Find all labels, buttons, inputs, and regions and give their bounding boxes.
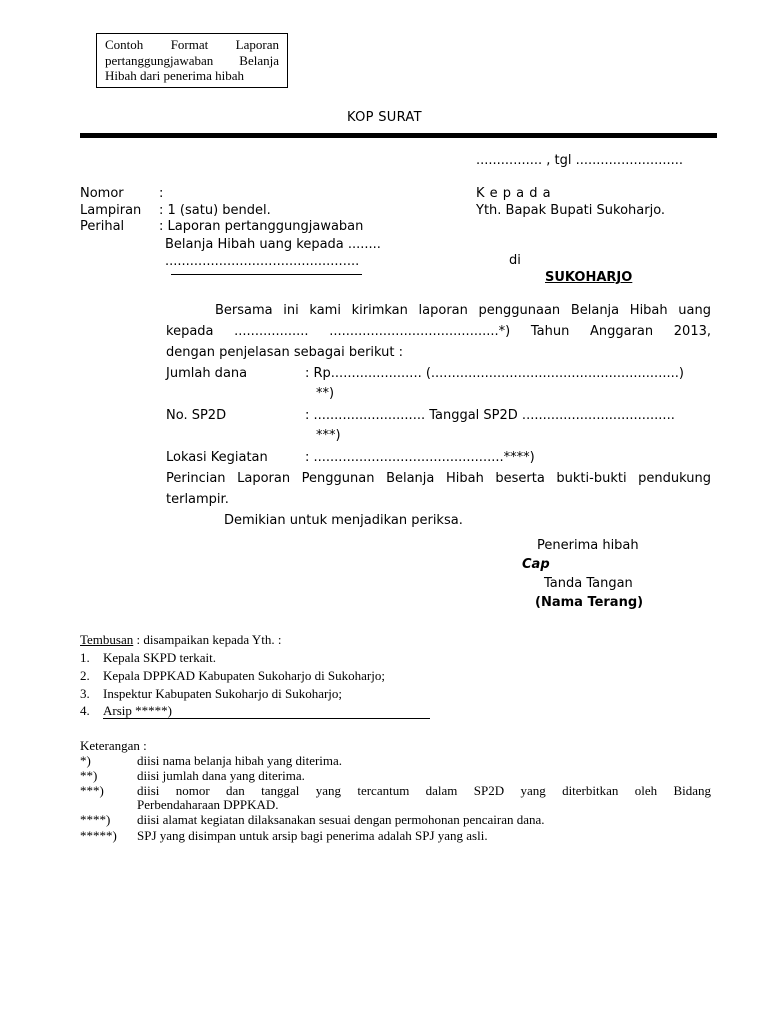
signature-role: Penerima hibah [537, 538, 639, 553]
lampiran-label: Lampiran [80, 203, 142, 218]
keterangan-mark-4: ****) [80, 812, 111, 827]
keterangan-text-1: diisi nama belanja hibah yang diterima. [137, 753, 343, 768]
tembusan-item-2: Kepala DPPKAD Kabupaten Sukoharjo di Sukoharjo; [103, 668, 385, 683]
recipient-yth: Yth. Bapak Bupati Sukoharjo. [476, 203, 666, 218]
tembusan-item-3: Inspektur Kabupaten Sukoharjo di Sukoharjo; [103, 686, 343, 701]
perihal-label: Perihal [80, 219, 125, 234]
nomor-value: : [159, 186, 164, 201]
keterangan-text-3: diisi nomor dan tanggal yang tercantum dalam SP2D yang diterbitkan oleh Bidang [137, 783, 711, 798]
tembusan-heading [80, 632, 282, 648]
tembusan-num-2: 2. [80, 668, 90, 683]
jumlah-value: : Rp...................... (............................................................) [305, 366, 684, 381]
perincian-line-2: terlampir. [166, 492, 229, 507]
tembusan-item-4: Arsip *****) [103, 703, 172, 718]
letterhead-rule [80, 133, 717, 138]
tembusan-underline [103, 718, 430, 719]
recipient-city: SUKOHARJO [545, 270, 633, 285]
tembusan-intro: : disampaikan kepada Yth. : [133, 632, 282, 647]
para1-line-2: kepada .................. .........................................*) Tahun Anggaran 2013, [166, 324, 711, 339]
jumlah-label: Jumlah dana [166, 366, 248, 381]
sp2d-value: : ........................... Tanggal SP2D ..................................... [305, 408, 675, 423]
tembusan-item-1: Kepala SKPD terkait. [103, 650, 217, 665]
nomor-label: Nomor [80, 186, 124, 201]
signature-ttd: Tanda Tangan [544, 576, 633, 591]
keterangan-mark-1: *) [80, 753, 91, 768]
keterangan-mark-5: *****) [80, 828, 117, 843]
keterangan-mark-2: **) [80, 768, 98, 783]
tembusan-num-3: 3. [80, 686, 90, 701]
letterhead-title: KOP SURAT [347, 110, 422, 125]
keterangan-title: Keterangan : [80, 738, 147, 753]
keterangan-text-5: SPJ yang disimpan untuk arsip bagi penerima adalah SPJ yang asli. [137, 828, 488, 843]
closing-line: Demikian untuk menjadikan periksa. [224, 513, 463, 528]
tembusan-title: Tembusan [80, 632, 134, 647]
recipient-di: di [509, 253, 521, 268]
perihal-line-1: : Laporan pertanggungjawaban [159, 219, 364, 234]
perihal-line-3: ............................................... [165, 254, 360, 269]
perihal-underline [171, 274, 362, 275]
sp2d-label: No. SP2D [166, 408, 227, 423]
format-note-box [96, 33, 288, 88]
note-line-3: Hibah dari penerima hibah [105, 68, 244, 83]
sp2d-note: ***) [316, 428, 341, 443]
keterangan-text-2: diisi jumlah dana yang diterima. [137, 768, 305, 783]
perihal-line-2: Belanja Hibah uang kepada ........ [165, 237, 381, 252]
kepada-label: K e p a d a [476, 186, 552, 201]
tembusan-num-1: 1. [80, 650, 90, 665]
para1-line-3: dengan penjelasan sebagai berikut : [166, 345, 404, 360]
jumlah-note: **) [316, 386, 335, 401]
date-line: ................ , tgl .......................... [476, 153, 684, 168]
note-line-1: Contoh Format Laporan [105, 37, 279, 52]
lokasi-value: : ..............................................****) [305, 450, 535, 465]
keterangan-mark-3: ***) [80, 783, 104, 798]
perincian-line-1: Perincian Laporan Penggunan Belanja Hibah beserta bukti-bukti pendukung [166, 471, 711, 486]
para1-line-1: Bersama ini kami kirimkan laporan penggunaan Belanja Hibah uang [215, 303, 711, 318]
note-line-2: pertanggungjawaban Belanja [105, 52, 279, 68]
tembusan-num-4: 4. [80, 703, 90, 718]
signature-cap: Cap [522, 557, 550, 572]
lampiran-value: : 1 (satu) bendel. [159, 203, 271, 218]
signature-name: (Nama Terang) [535, 595, 644, 610]
keterangan-text-3b: Perbendaharaan DPPKAD. [137, 797, 279, 812]
lokasi-label: Lokasi Kegiatan [166, 450, 268, 465]
keterangan-text-4: diisi alamat kegiatan dilaksanakan sesuai dengan permohonan pencairan dana. [137, 812, 545, 827]
